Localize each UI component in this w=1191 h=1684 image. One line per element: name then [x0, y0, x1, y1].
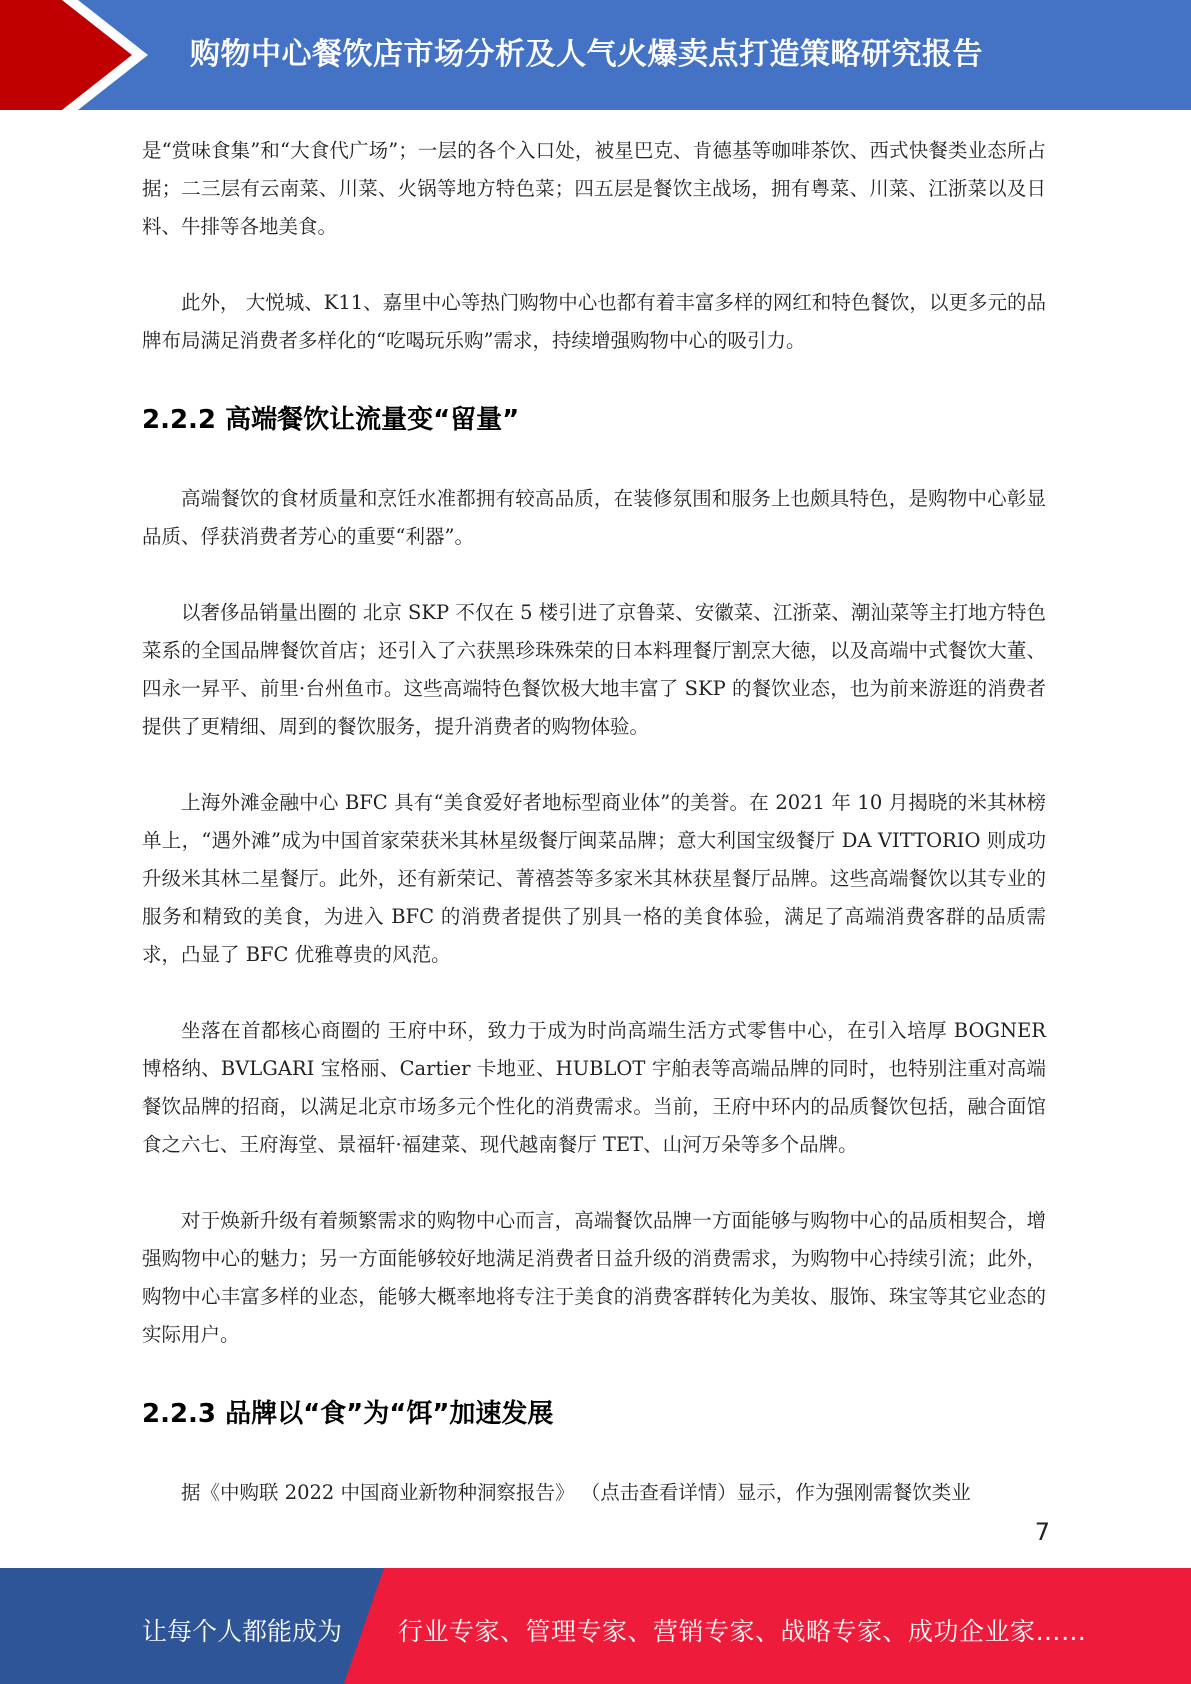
footer-slogan-right: 行业专家、管理专家、营销专家、战略专家、成功企业家…… — [398, 1617, 1087, 1646]
page-footer — [0, 1568, 1191, 1684]
paragraph-other-malls: 此外， 大悦城、K11、嘉里中心等热门购物中心也都有着丰富多样的网红和特色餐饮，以更多元的品牌布局满足消费者多样化的“吃喝玩乐购”需求，持续增强购物中心的吸引力。 — [142, 291, 1046, 352]
header-arrow-decoration — [0, 0, 160, 110]
paragraph-mall-upgrade: 对于焕新升级有着频繁需求的购物中心而言，高端餐饮品牌一方面能够与购物中心的品质相契合，增强购物中心的魅力；另一方面能够较好地满足消费者日益升级的消费需求，为购物中心持续引流；此外，购物中心丰富多样的业态，能够大概率地将专注于美食的消费客群转化为美妆、服饰、珠宝等其它业态的实际用户。 — [142, 1209, 1046, 1346]
paragraph-report-citation: 据《中购联 2022 中国商业新物种洞察报告》 （点击查看详情）显示，作为强刚需餐饮类业 — [181, 1481, 971, 1504]
page-content — [142, 132, 1046, 1512]
page-number: 7 — [1034, 1518, 1050, 1546]
paragraph-skp: 以奢侈品销量出圈的 北京 SKP 不仅在 5 楼引进了京鲁菜、安徽菜、江浙菜、潮汕菜等主打地方特色菜系的全国品牌餐饮首店；还引入了六获黑珍珠殊荣的日本料理餐厅割烹大徳，以及高端中式餐饮大董、四永一昇平、前里·台州鱼市。这些高端特色餐饮极大地丰富了 SKP 的餐饮业态，也为前来游逛的消费者提供了更精细、周到的餐饮服务，提升消费者的购物体验。 — [142, 601, 1046, 738]
paragraph-high-end-intro: 高端餐饮的食材质量和烹饪水准都拥有较高品质，在装修氛围和服务上也颇具特色，是购物中心彰显品质、俘获消费者芳心的重要“利器”。 — [142, 487, 1046, 548]
section-heading-2-2-2: 2.2.2 高端餐饮让流量变“留量” — [142, 405, 520, 435]
section-heading-2-2-3: 2.2.3 品牌以“食”为“饵”加速发展 — [142, 1399, 554, 1429]
paragraph-food-floors: 是“赏味食集”和“大食代广场”；一层的各个入口处，被星巴克、肯德基等咖啡茶饮、西式快餐类业态所占据；二三层有云南菜、川菜、火锅等地方特色菜；四五层是餐饮主战场，拥有粤菜、川菜、江浙菜以及日料、牛排等各地美食。 — [142, 139, 1046, 238]
footer-slogan-left: 让每个人都能成为 — [142, 1617, 343, 1646]
report-title: 购物中心餐饮店市场分析及人气火爆卖点打造策略研究报告 — [190, 37, 983, 72]
paragraph-bfc: 上海外滩金融中心 BFC 具有“美食爱好者地标型商业体”的美誉。在 2021 年 10 月揭晓的米其林榜单上，“遇外滩”成为中国首家荣获米其林星级餐厅闽菜品牌；意大利国宝级餐厅 DA VITTORIO 则成功升级米其林二星餐厅。此外，还有新荣记、菁禧荟等多家米其林获星餐厅品牌。这些高端餐饮以其专业的服务和精致的美食，为进入 BFC 的消费者提供了别具一格的美食体验，满足了高端消费客群的品质需求，凸显了 BFC 优雅尊贵的风范。 — [142, 791, 1046, 966]
page-header — [0, 0, 1191, 110]
paragraph-wangfu-central: 坐落在首都核心商圈的 王府中环，致力于成为时尚高端生活方式零售中心，在引入培厚 BOGNER 博格纳、BVLGARI 宝格丽、Cartier 卡地亚、HUBLOT 宇舶表等高端品牌的同时，也特别注重对高端餐饮品牌的招商，以满足北京市场多元个性化的消费需求。当前，王府中环内的品质餐饮包括，融合面馆食之六七、王府海堂、景福轩·福建菜、现代越南餐厅 TET、山河万朵等多个品牌。 — [142, 1019, 1046, 1156]
